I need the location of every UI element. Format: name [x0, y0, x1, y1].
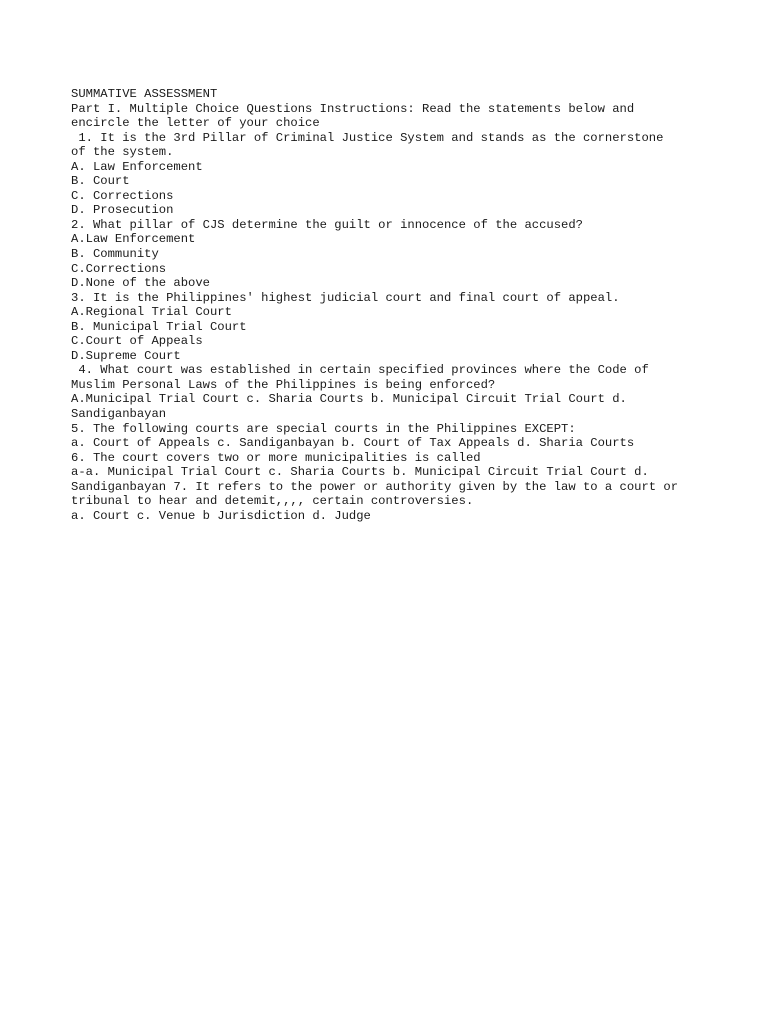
choice-line: B. Court — [71, 174, 130, 189]
choice-line: A.Law Enforcement — [71, 232, 196, 247]
question-6: 6. The court covers two or more municipalities is called — [71, 450, 481, 465]
question-1: 1. It is the 3rd Pillar of Criminal Justice System and stands as the cornerstone — [71, 130, 664, 145]
choice-line: C.Court of Appeals — [71, 334, 203, 349]
instructions-line: encircle the letter of your choice — [71, 116, 320, 131]
choice-line: B. Community — [71, 247, 159, 262]
choice-line: C. Corrections — [71, 188, 174, 203]
choice-line: C.Corrections — [71, 261, 167, 276]
choice-line: D.None of the above — [71, 276, 210, 291]
question-2: 2. What pillar of CJS determine the guilt or innocence of the accused? — [71, 217, 583, 232]
choice-line: Sandiganbayan — [71, 407, 167, 422]
choice-line: D.Supreme Court — [71, 348, 181, 363]
choice-line: A. Law Enforcement — [71, 159, 203, 174]
question-7: Sandiganbayan 7. It refers to the power or authority given by the law to a court or — [71, 479, 679, 494]
question-3: 3. It is the Philippines' highest judicial court and final court of appeal. — [71, 290, 620, 305]
choice-line: D. Prosecution — [71, 203, 174, 218]
question-5: 5. The following courts are special courts in the Philippines EXCEPT: — [71, 421, 576, 436]
instructions-line: Part I. Multiple Choice Questions Instructions: Read the statements below and — [71, 101, 635, 116]
question-7-cont: tribunal to hear and detemit,,,, certain controversies. — [71, 494, 474, 509]
choice-line: a. Court c. Venue b Jurisdiction d. Judge — [71, 508, 371, 523]
question-4-cont: Muslim Personal Laws of the Philippines is being enforced? — [71, 377, 496, 392]
choice-line: a. Court of Appeals c. Sandiganbayan b. Court of Tax Appeals d. Sharia Courts — [71, 436, 635, 451]
choice-line: a-a. Municipal Trial Court c. Sharia Courts b. Municipal Circuit Trial Court d. — [71, 465, 649, 480]
choice-line: B. Municipal Trial Court — [71, 319, 247, 334]
question-4: 4. What court was established in certain specified provinces where the Code of — [71, 363, 649, 378]
document-page — [71, 87, 711, 523]
choice-line: A.Municipal Trial Court c. Sharia Courts b. Municipal Circuit Trial Court d. — [71, 392, 627, 407]
document-title: SUMMATIVE ASSESSMENT — [71, 87, 218, 101]
question-1-cont: of the system. — [71, 145, 174, 160]
choice-line: A.Regional Trial Court — [71, 305, 232, 320]
